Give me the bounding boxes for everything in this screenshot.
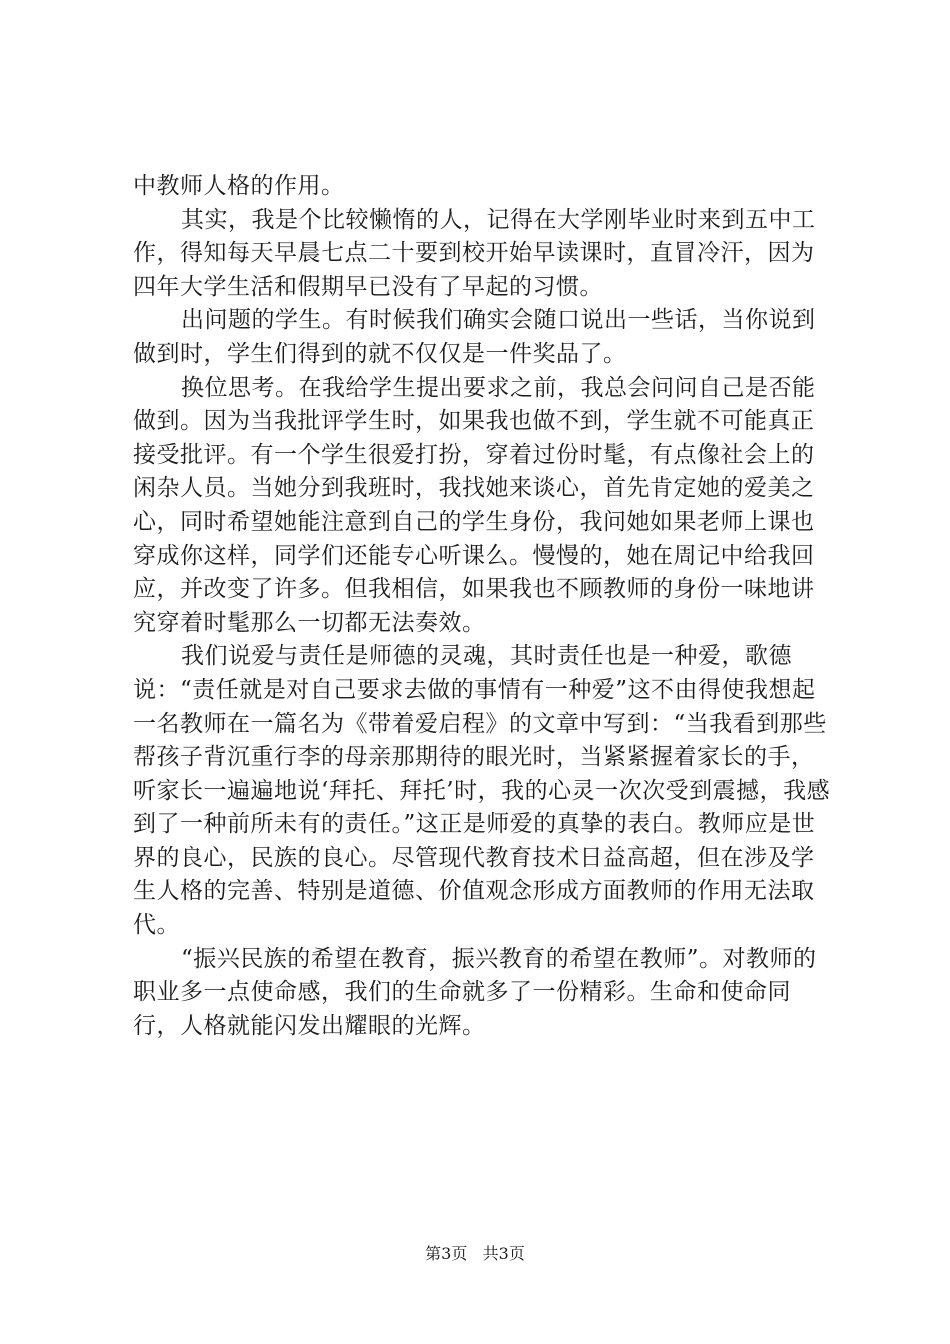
- page-total: 共3页: [482, 1244, 525, 1263]
- paragraph-3: 出问题的学生。有时候我们确实会随口说出一些话，当你说到做到时，学生们得到的就不仅仅是一件奖品了。: [133, 307, 816, 367]
- page-number: 第3页: [425, 1244, 468, 1263]
- page-spacer: [472, 1244, 477, 1263]
- paragraph-5: 我们说爱与责任是师德的灵魂，其时责任也是一种爱，歌德说：“责任就是对自己要求去做的事情有一种爱”这不由得使我想起一名教师在一篇名为《带着爱启程》的文章中写到：“当我看到那些帮孩子背沉重行李的母亲那期待的眼光时，当紧紧握着家长的手，听家长一遍遍地说‘拜托、拜托’时，我的心灵一次次受到震撼，我感到了一种前所未有的责任。”这正是师爱的真挚的表白。教师应是世界的良心，民族的良心。尽管现代教育技术日益高超，但在涉及学生人格的完善、特别是道德、价值观念形成方面教师的作用无法取代。: [133, 643, 831, 939]
- paragraph-6: “振兴民族的希望在教育，振兴教育的希望在教师”。对教师的职业多一点使命感，我们的生命就多了一份精彩。生命和使命同行，人格就能闪发出耀眼的光辉。: [133, 945, 817, 1039]
- paragraph-2: 其实，我是个比较懒惰的人，记得在大学刚毕业时来到五中工作，得知每天早晨七点二十要到校开始早读课时，直冒冷汗，因为四年大学生活和假期早已没有了早起的习惯。: [133, 206, 816, 300]
- paragraph-4: 换位思考。在我给学生提出要求之前，我总会问问自己是否能做到。因为当我批评学生时，如果我也做不到，学生就不可能真正接受批评。有一个学生很爱打扮，穿着过份时髦，有点像社会上的闲杂人员。当她分到我班时，我找她来谈心，首先肯定她的爱美之心，同时希望她能注意到自己的学生身份，我问她如果老师上课也穿成你这样，同学们还能专心听课么。慢慢的，她在周记中给我回应，并改变了许多。但我相信，如果我也不顾教师的身份一味地讲究穿着时髦那么一切都无法奏效。: [133, 374, 816, 636]
- document-body: [133, 170, 833, 1043]
- paragraph-1: 中教师人格的作用。: [133, 173, 345, 199]
- page-footer: [0, 1244, 950, 1264]
